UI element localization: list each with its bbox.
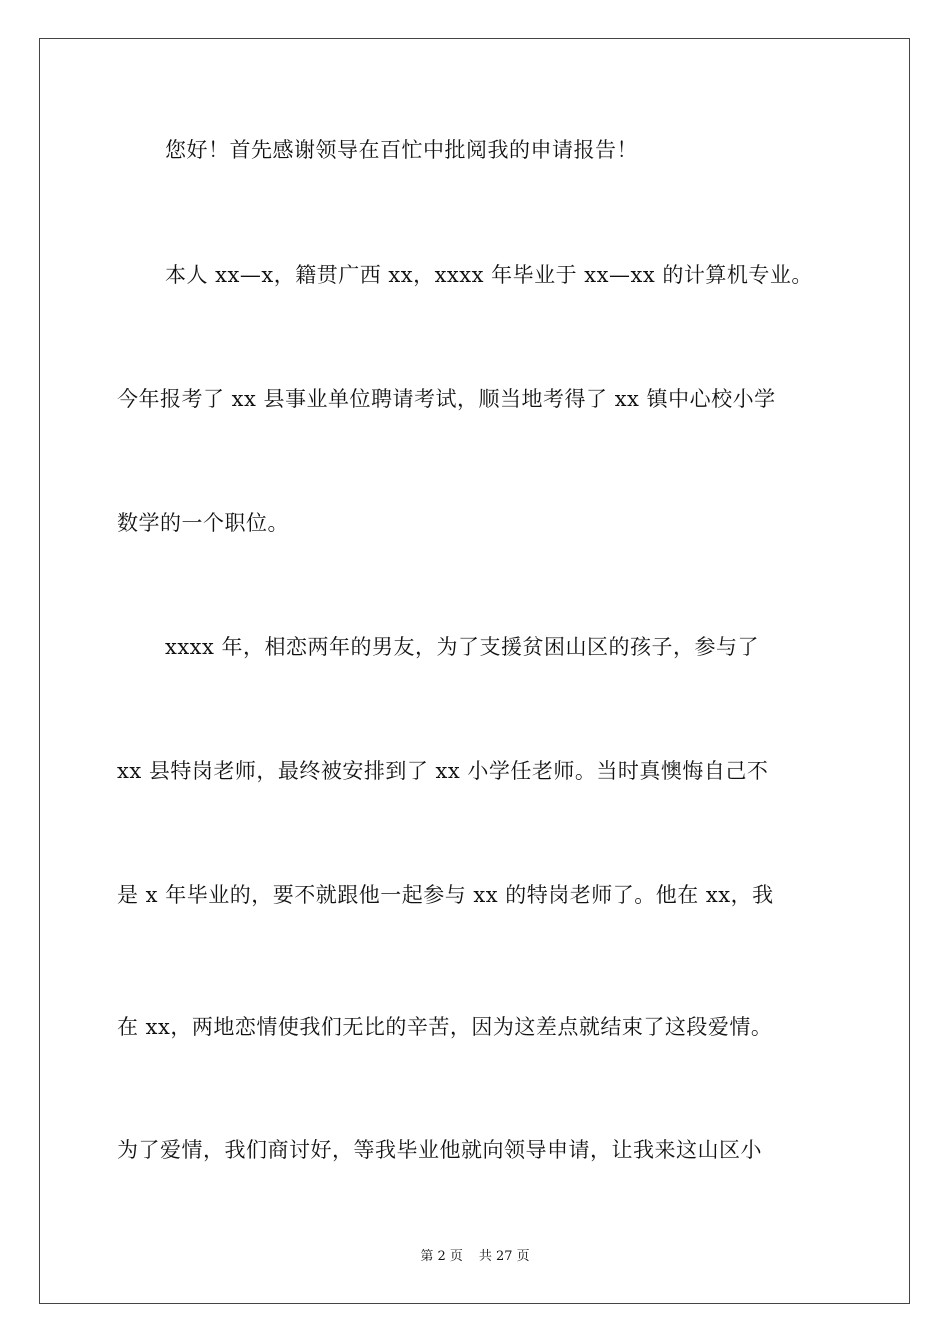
- page-total: 共 27 页: [478, 1249, 530, 1264]
- text-line-1: 您好！首先感谢领导在百忙中批阅我的申请报告！: [165, 138, 638, 162]
- page-frame: [39, 38, 910, 1304]
- text-line-7: 是 x 年毕业的，要不就跟他一起参与 xx 的特岗老师了。他在 xx，我: [117, 883, 774, 907]
- page-number: 第 2 页: [420, 1249, 463, 1264]
- text-line-3: 今年报考了 xx 县事业单位聘请考试，顺当地考得了 xx 镇中心校小学: [117, 387, 776, 411]
- text-line-6: xx 县特岗老师，最终被安排到了 xx 小学任老师。当时真懊悔自己不: [117, 759, 769, 783]
- page-footer: [0, 1249, 950, 1265]
- text-line-4: 数学的一个职位。: [117, 511, 289, 535]
- text-line-2: 本人 xx—x，籍贯广西 xx，xxxx 年毕业于 xx—xx 的计算机专业。: [165, 263, 813, 287]
- text-line-8: 在 xx，两地恋情使我们无比的辛苦，因为这差点就结束了这段爱情。: [117, 1015, 773, 1039]
- text-line-5: xxxx 年，相恋两年的男友，为了支援贫困山区的孩子，参与了: [165, 635, 760, 659]
- text-line-9: 为了爱情，我们商讨好，等我毕业他就向领导申请，让我来这山区小: [117, 1138, 762, 1162]
